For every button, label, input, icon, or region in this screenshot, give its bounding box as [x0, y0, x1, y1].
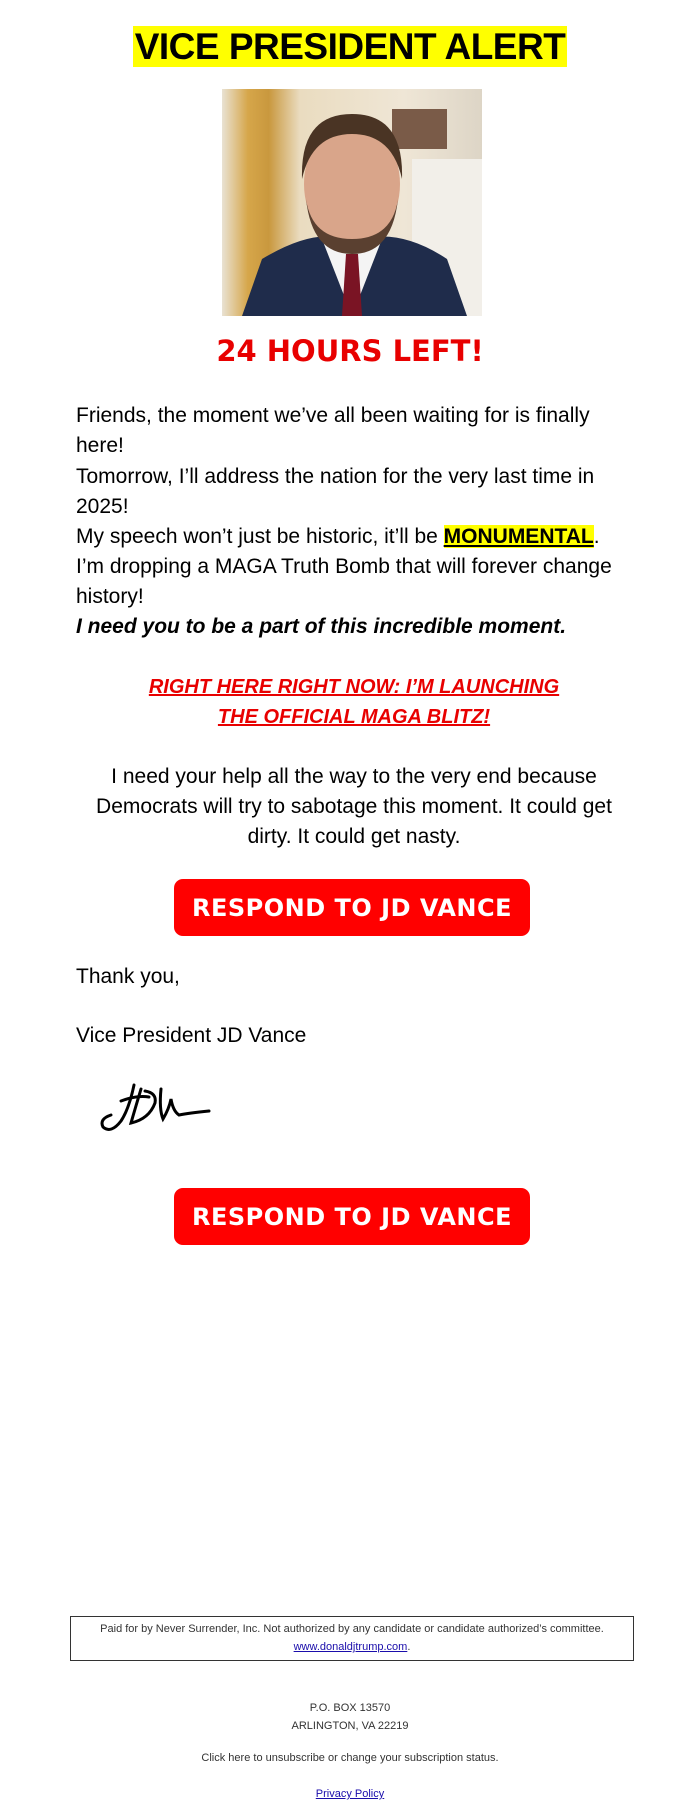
site-link[interactable]: www.donaldjtrump.com — [293, 1641, 408, 1653]
respond-button[interactable]: RESPOND TO JD VANCE — [174, 879, 530, 936]
alert-title-text: VICE PRESIDENT ALERT — [134, 26, 566, 67]
paragraph: Friends, the moment we’ve all been waiting for is finally here! — [76, 404, 590, 457]
alert-title — [0, 26, 700, 68]
signature — [99, 1079, 211, 1134]
text: My speech won’t just be historic, it’ll be — [76, 525, 444, 548]
signoff-text: Vice President JD Vance — [76, 1024, 307, 1047]
paragraph-emphasis: I need you to be a part of this incredible moment. — [76, 615, 567, 638]
privacy-policy-link[interactable]: Privacy Policy — [315, 1788, 385, 1800]
paragraph: I need your help all the way to the very end because Democrats will try to sabotage this moment. It could get dirty. It could get nasty. — [96, 765, 612, 848]
po-box: P.O. BOX 13570 — [309, 1702, 391, 1714]
blitz-callout-link[interactable] — [76, 672, 632, 732]
thanks-text: Thank you, — [76, 965, 180, 988]
highlight-text: MONUMENTAL — [443, 525, 594, 548]
disclaimer-box: Paid for by Never Surrender, Inc. Not authorized by any candidate or candidate authorized’s committee. www.donaldjtrump.com. — [70, 1616, 634, 1661]
callout-text[interactable]: RIGHT HERE RIGHT NOW: I’M LAUNCHING THE OFFICIAL MAGA BLITZ! — [148, 676, 560, 728]
unsubscribe-link[interactable]: Click here to unsubscribe or change your subscription status. — [201, 1752, 499, 1764]
paragraph: Tomorrow, I’ll address the nation for the very last time in 2025! — [76, 465, 595, 518]
disclaimer-text: Paid for by Never Surrender, Inc. Not authorized by any candidate or candidate authorized’s committee. — [100, 1623, 604, 1635]
deadline-heading: 24 HOURS LEFT! — [216, 334, 484, 368]
city-address: ARLINGTON, VA 22219 — [291, 1720, 409, 1732]
paragraph — [76, 522, 632, 612]
respond-button-bottom[interactable]: RESPOND TO JD VANCE — [174, 1188, 530, 1245]
vance-portrait — [222, 89, 482, 316]
text: . I’m dropping a MAGA Truth Bomb that will forever change history! — [76, 525, 612, 608]
